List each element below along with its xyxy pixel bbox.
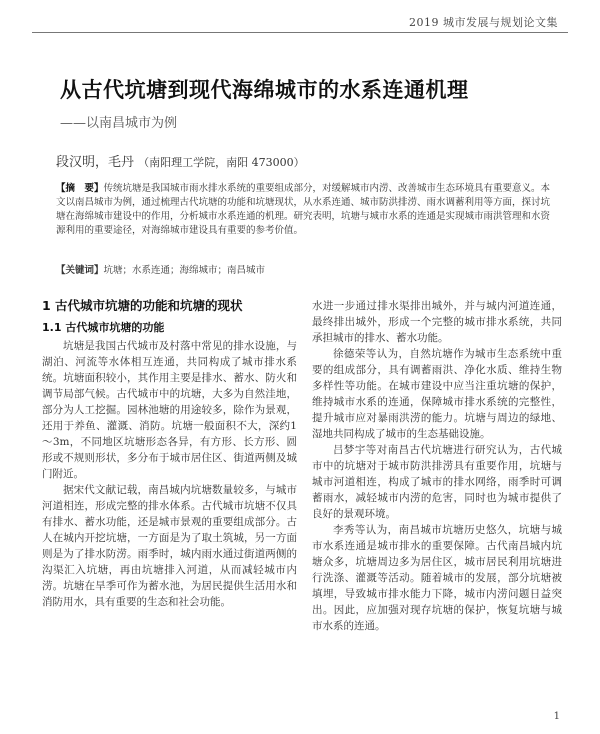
paragraph: 据宋代文献记载，南昌城内坑塘数量较多，与城市河道相连，形成完整的排水体系。古代城市坑塘不仅具有排水、蓄水功能，还是城市景观的重要组成部分。古人在城内开挖坑塘，一方面是为了取土筑城，另一方面则是为了排水防涝。雨季时，城内雨水通过街道两侧的沟渠汇入坑塘，再由坑塘排入河道，从而减轻城市内涝。坑塘在旱季可作为蓄水池，为居民提供生活用水和消防用水，具有重要的生态和社会功能。 xyxy=(42,484,297,608)
running-header: 2019 城市发展与规划论文集 xyxy=(409,16,558,29)
abstract-label: 【摘 要】 xyxy=(56,183,104,194)
section-heading: 1 古代城市坑塘的功能和坑塘的现状 xyxy=(42,298,243,313)
right-column xyxy=(312,298,562,634)
header-rule xyxy=(32,32,568,33)
affiliation: （南阳理工学院，南阳 473000） xyxy=(138,156,305,169)
paragraph: 徐德荣等认为，自然坑塘作为城市生态系统中重要的组成部分，具有调蓄雨洪、净化水质、维持生物多样性等功能。在城市建设中应当注重坑塘的保护，维持城市水系的连通，保障城市排水系统的完整性，提升城市应对暴雨洪涝的能力。坑塘与周边的绿地、湿地共同构成了城市的生态基础设施。 xyxy=(312,348,562,440)
paragraph: 李秀等认为，南昌城市坑塘历史悠久，坑塘与城市水系连通是城市排水的重要保障。古代南昌城内坑塘众多，坑塘周边多为居住区，城市居民利用坑塘进行洗涤、灌溉等活动。随着城市的发展，部分坑塘被填埋，导致城市排水能力下降，城市内涝问题日益突出。因此，应加强对现存坑塘的保护，恢复坑塘与城市水系的连通。 xyxy=(312,524,562,632)
keywords-text: 坑塘；水系连通；海绵城市；南昌城市 xyxy=(103,265,266,276)
authors-line xyxy=(56,151,305,170)
left-column xyxy=(42,298,297,610)
page-number: 1 xyxy=(553,711,560,722)
paragraph: 吕梦宇等对南昌古代坑塘进行研究认为，古代城市中的坑塘对于城市防洪排涝具有重要作用，坑塘与城市河道相连，构成了城市的排水网络，雨季时可调蓄雨水，减轻城市内涝的危害，同时也为城市提供了良好的景观环境。 xyxy=(312,444,562,520)
author-names: 段汉明，毛丹 xyxy=(56,155,135,170)
paper-subtitle: ——以南昌城市为例 xyxy=(60,116,178,131)
keywords xyxy=(56,262,556,276)
subsection-heading: 1.1 古代城市坑塘的功能 xyxy=(42,321,165,334)
abstract-text: 传统坑塘是我国城市雨水排水系统的重要组成部分，对缓解城市内涝、改善城市生态环境具有重要意义。本文以南昌城市为例，通过梳理古代坑塘的功能和坑塘现状，从水系连通、城市防洪排涝、雨水调蓄利用等方面，探讨坑塘在海绵城市建设中的作用，分析城市水系连通的机理。研究表明，坑塘与城市水系的连通是实现城市雨洪管理和水资源利用的重要途径，对海绵城市建设具有重要的参考价值。 xyxy=(56,183,551,236)
paragraph: 坑塘是我国古代城市及村落中常见的排水设施，与湖泊、河流等水体相互连通，共同构成了城市排水系统。坑塘面积较小，其作用主要是排水、蓄水、防火和调节局部气候。古代城市中的坑塘，大多为自然洼地，部分为人工挖掘。园林池塘的用途较多，除作为景观，还用于养鱼、灌溉、消防。坑塘一般面积不大，深约1～3m，不同地区坑塘形态各异，有方形、长方形、圆形或不规则形状，多分布于城市居住区、街道两侧及城门附近。 xyxy=(42,340,297,480)
paragraph: 水进一步通过排水渠排出城外，并与城内河道连通，最终排出城外，形成一个完整的城市排水系统，共同承担城市的排水、蓄水功能。 xyxy=(312,300,562,344)
paper-title: 从古代坑塘到现代海绵城市的水系连通机理 xyxy=(60,78,469,102)
abstract xyxy=(56,182,556,238)
keywords-label: 【关键词】 xyxy=(56,265,104,276)
